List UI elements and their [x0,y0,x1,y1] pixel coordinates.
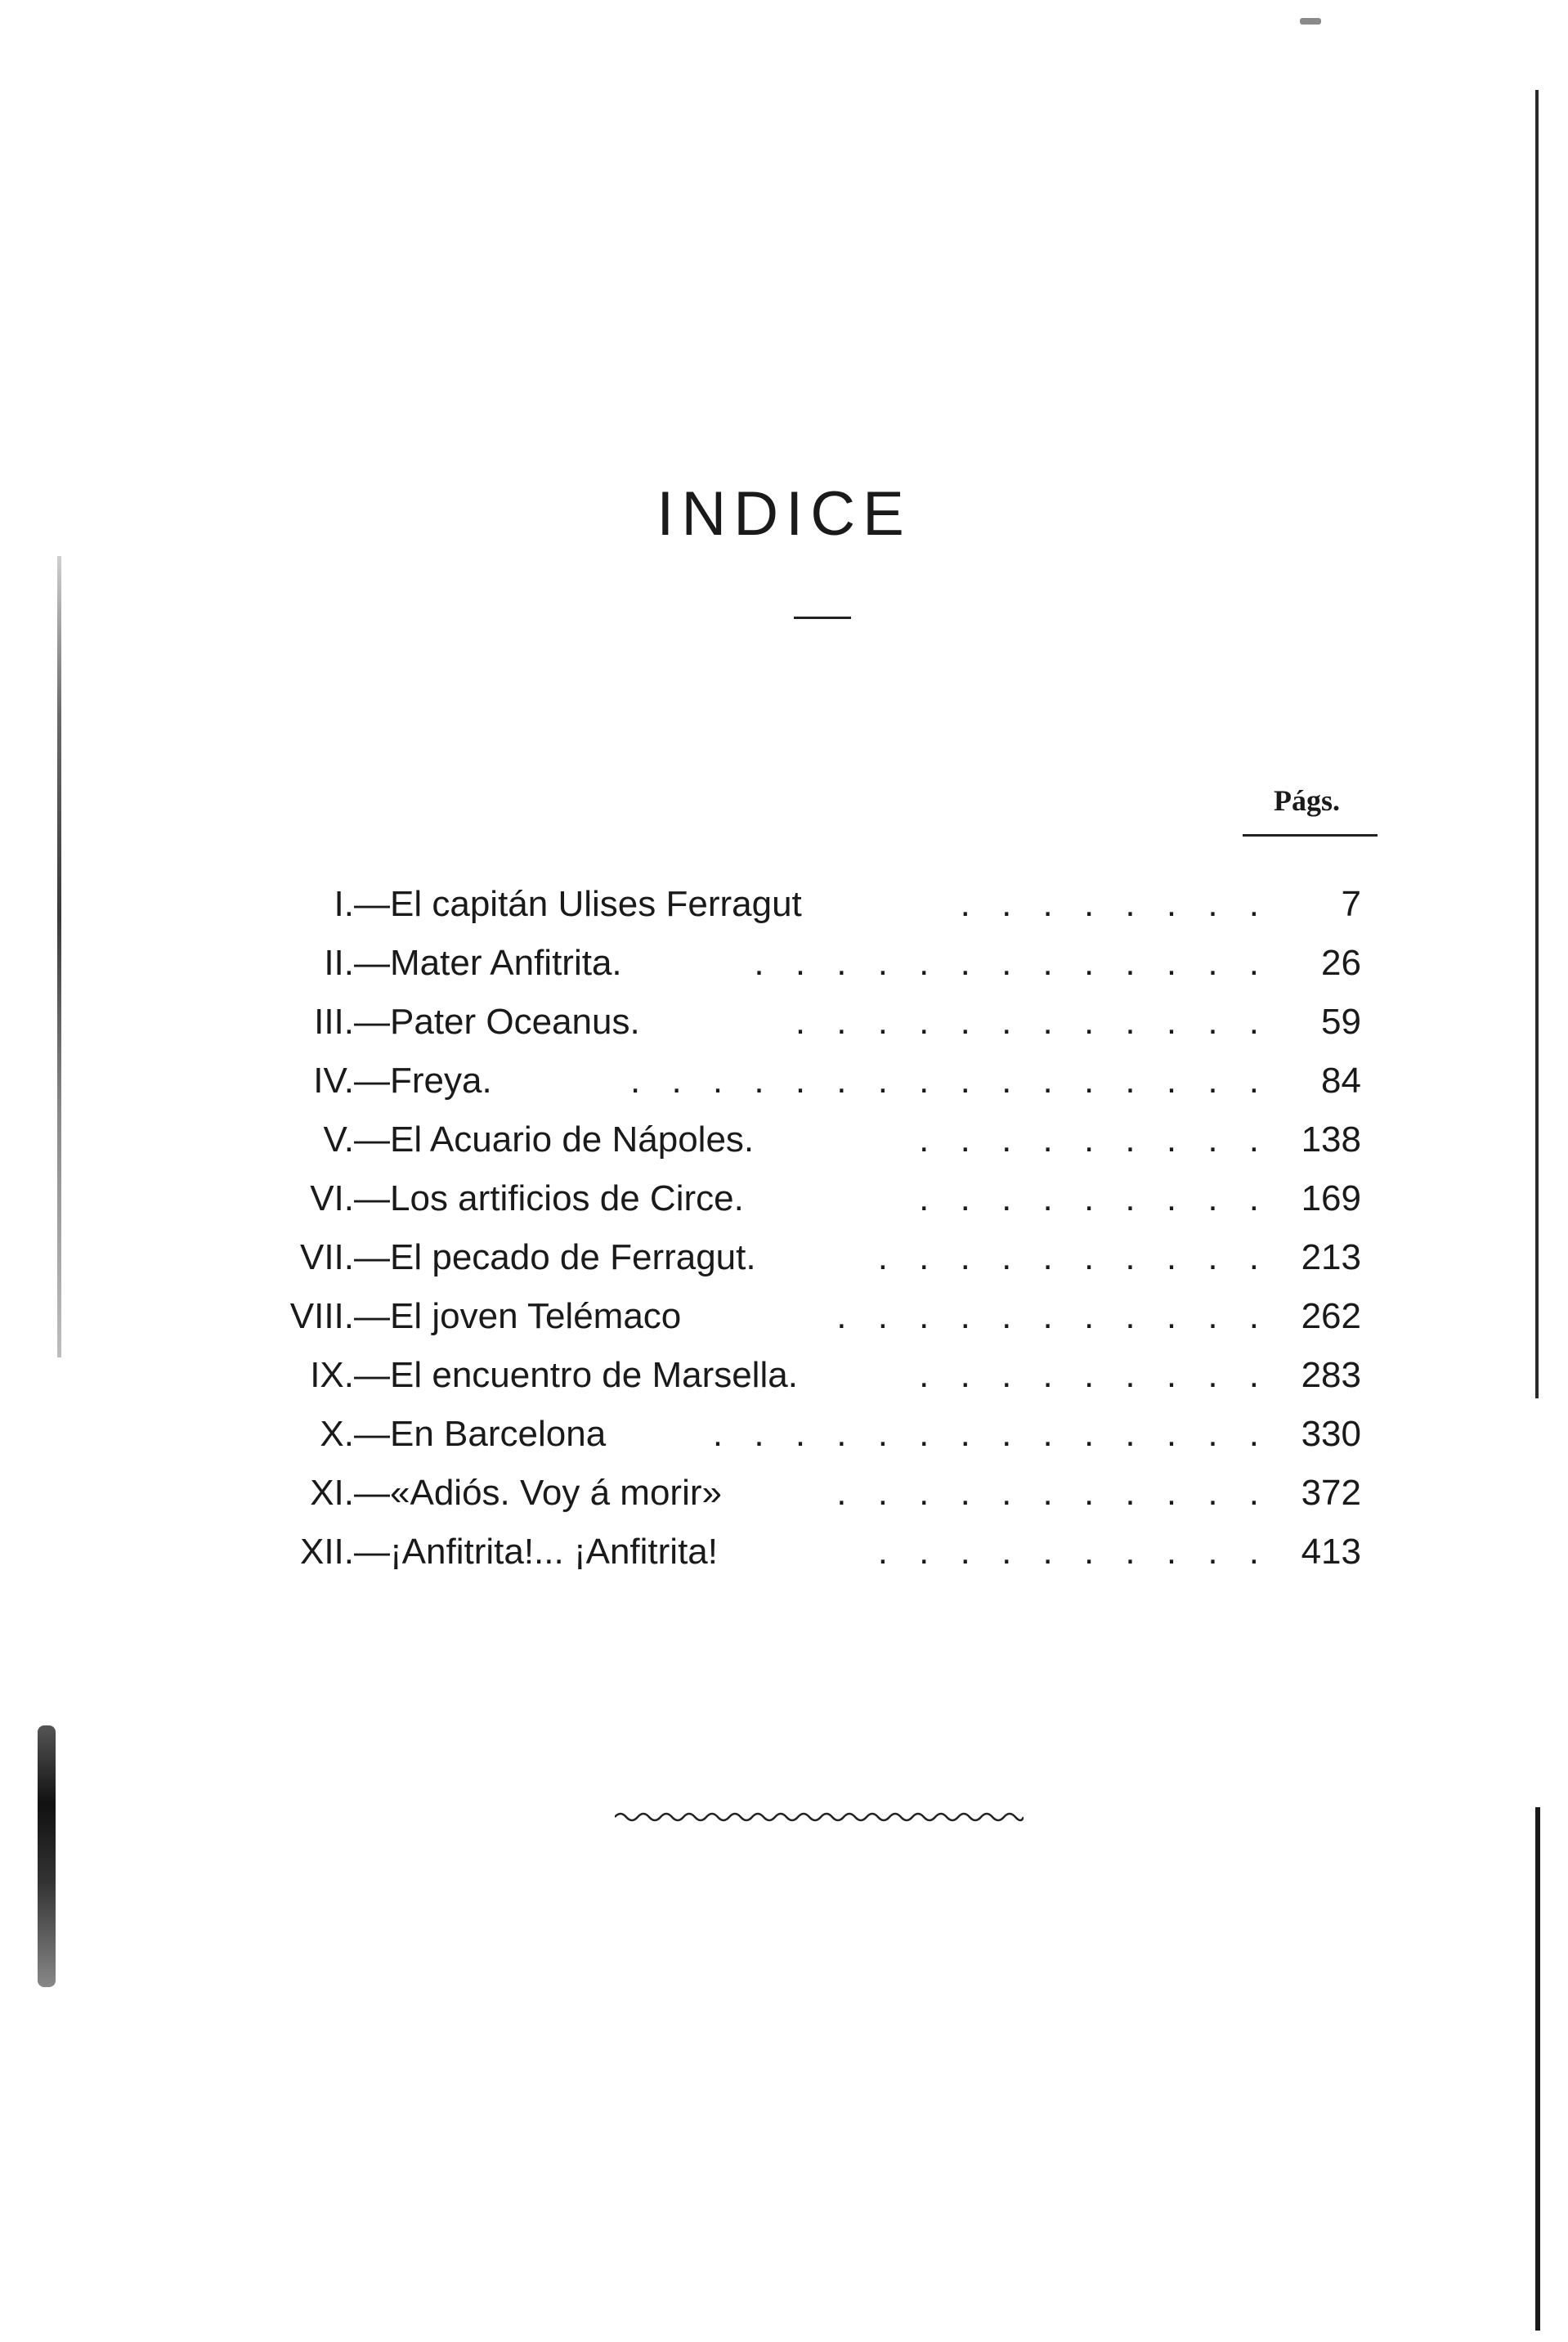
scan-edge-right-lower [1535,1807,1540,2331]
dot-leader: . . . . . . . . . [919,1119,1270,1160]
toc-entry [0,1052,1568,1110]
page-number: 372 [1301,1473,1361,1513]
toc-entry [0,1405,1568,1464]
page-number: 213 [1301,1237,1361,1277]
chapter-title: —El Acuario de Nápoles. [354,1119,755,1160]
dot-leader: . . . . . . . . . . . . [795,1002,1270,1042]
dot-leader: . . . . . . . . . . . [836,1473,1270,1513]
chapter-title: —Mater Anfitrita. [354,943,622,983]
pages-column-label: Págs. [1274,784,1340,817]
chapter-number: X. [320,1414,354,1454]
page-number: 413 [1301,1532,1361,1572]
toc-entry [0,934,1568,993]
wavy-ornament [615,1807,1024,1827]
dot-leader: . . . . . . . . . . . [836,1296,1270,1336]
chapter-title: —Los artificios de Circe. [354,1178,744,1218]
page-number: 84 [1321,1061,1361,1101]
chapter-number: II. [324,943,354,983]
toc-entry [0,993,1568,1052]
page-number: 138 [1301,1119,1361,1160]
chapter-number: IX. [310,1355,354,1395]
toc-entry [0,875,1568,934]
page-number: 59 [1321,1002,1361,1042]
chapter-number: VIII. [289,1296,354,1336]
chapter-title: —El encuentro de Marsella. [354,1355,798,1395]
chapter-title: —Freya. [354,1061,492,1101]
page-number: 262 [1301,1296,1361,1336]
chapter-number: VII. [299,1237,354,1277]
toc-entry [0,1110,1568,1169]
dot-leader: . . . . . . . . . [919,1178,1270,1218]
chapter-number: XI. [310,1473,354,1513]
page-number: 26 [1321,943,1361,983]
scan-speck [1300,18,1321,25]
dot-leader: . . . . . . . . [960,884,1270,924]
chapter-title: —El pecado de Ferragut. [354,1237,756,1277]
toc-entry [0,1464,1568,1523]
toc-entry [0,1346,1568,1405]
page-number: 7 [1341,884,1361,924]
chapter-title: —En Barcelona [354,1414,607,1454]
scan-edge-left-lower [38,1725,56,1987]
dot-leader: . . . . . . . . . [919,1355,1270,1395]
chapter-number: I. [334,884,354,924]
chapter-number: IV. [313,1061,354,1101]
chapter-title: —¡Anfitrita!... ¡Anfitrita! [354,1532,718,1572]
chapter-title: —«Adiós. Voy á morir» [354,1473,722,1513]
dot-leader: . . . . . . . . . . . . . . [712,1414,1270,1454]
title-divider [794,617,851,619]
toc-entry [0,1287,1568,1346]
chapter-number: VI. [310,1178,354,1218]
chapter-number: III. [314,1002,354,1042]
toc-entry [0,1523,1568,1582]
chapter-title: —El joven Telémaco [354,1296,682,1336]
dot-leader: . . . . . . . . . . . . . . . . [630,1061,1270,1101]
pages-label-underline [1243,834,1378,837]
toc-entry [0,1169,1568,1228]
page-number: 169 [1301,1178,1361,1218]
chapter-title: —Pater Oceanus. [354,1002,640,1042]
page-title: INDICE [656,479,912,549]
page-number: 330 [1301,1414,1361,1454]
toc-entry [0,1228,1568,1287]
dot-leader: . . . . . . . . . . [877,1532,1270,1572]
dot-leader: . . . . . . . . . . [877,1237,1270,1277]
chapter-title: —El capitán Ulises Ferragut [354,884,802,924]
chapter-number: V. [323,1119,354,1160]
chapter-number: XII. [299,1532,354,1572]
page-number: 283 [1301,1355,1361,1395]
dot-leader: . . . . . . . . . . . . . [754,943,1270,983]
